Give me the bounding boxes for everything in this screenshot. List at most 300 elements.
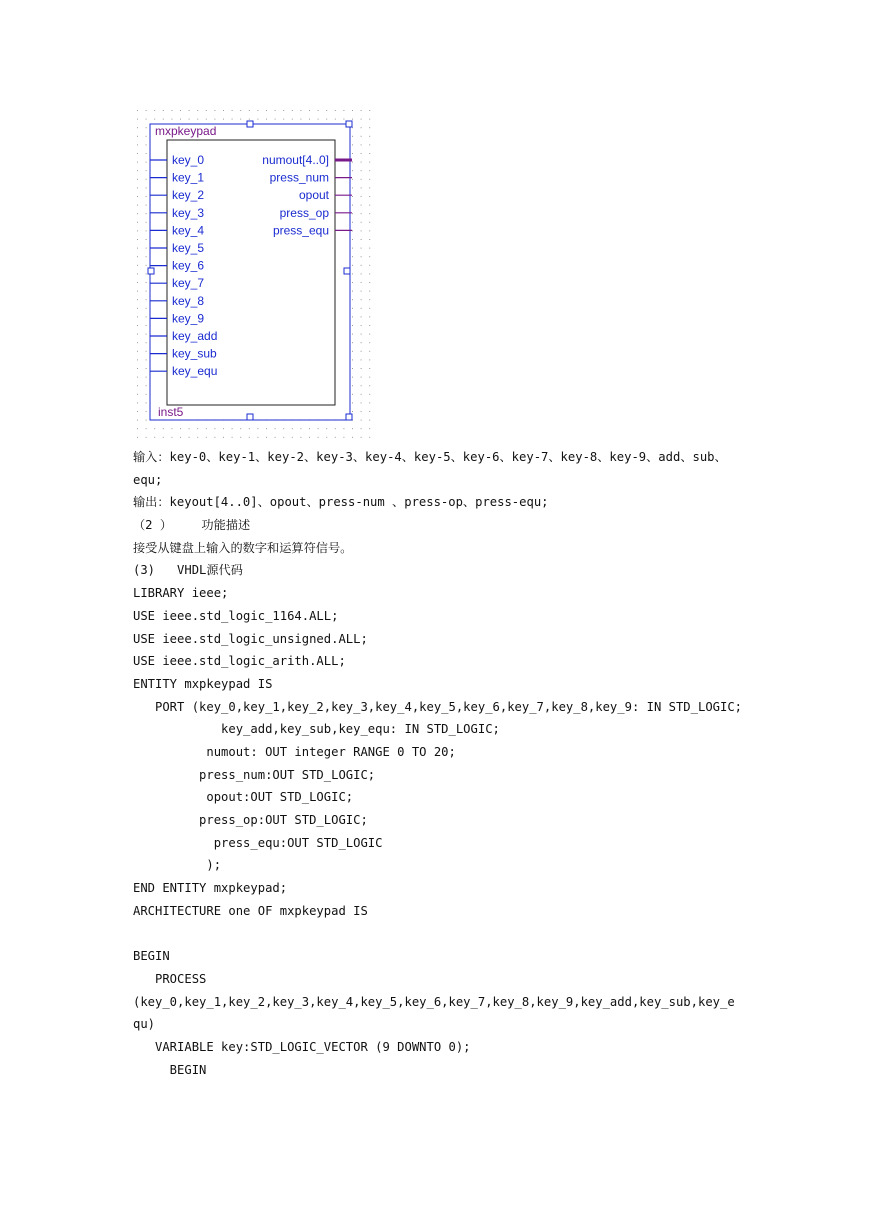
grid-dot [343,428,344,429]
grid-dot [275,437,276,438]
section-2-body: 接受从键盘上输入的数字和运算符信号。 [133,540,353,555]
grid-dot [146,222,147,223]
frame-corner-handle [346,414,352,420]
grid-dot [266,110,267,111]
grid-dot [343,119,344,120]
grid-dot [352,316,353,317]
grid-dot [309,119,310,120]
grid-dot [335,119,336,120]
grid-dot [137,299,138,300]
grid-dot [206,428,207,429]
symbol-instance: inst5 [158,405,184,419]
grid-dot [146,127,147,128]
grid-dot [361,316,362,317]
grid-dot [361,239,362,240]
grid-dot [266,119,267,120]
grid-dot [369,256,370,257]
grid-dot [352,248,353,249]
grid-dot [232,110,233,111]
grid-dot [361,420,362,421]
grid-dot [223,119,224,120]
grid-dot [146,377,147,378]
grid-dot [146,342,147,343]
grid-dot [369,402,370,403]
grid-dot [137,368,138,369]
grid-dot [361,170,362,171]
grid-dot [352,342,353,343]
grid-dot [361,437,362,438]
grid-dot [318,119,319,120]
grid-dot [300,110,301,111]
grid-dot [369,437,370,438]
grid-dot [146,144,147,145]
grid-dot [232,428,233,429]
grid-dot [249,437,250,438]
grid-dot [369,265,370,266]
grid-dot [146,119,147,120]
grid-dot [352,119,353,120]
grid-dot [137,402,138,403]
grid-dot [154,437,155,438]
grid-dot [146,420,147,421]
grid-dot [352,205,353,206]
grid-dot [352,291,353,292]
grid-dot [146,265,147,266]
grid-dot [137,187,138,188]
grid-dot [361,196,362,197]
grid-dot [361,213,362,214]
section-3-heading: (3) VHDL源代码 [133,563,243,578]
input-pin-label: key_equ [172,364,218,379]
grid-dot [180,119,181,120]
grid-dot [369,196,370,197]
input-pin-label: key_6 [172,258,205,273]
grid-dot [137,248,138,249]
grid-dot [343,437,344,438]
grid-dot [369,213,370,214]
grid-dot [137,316,138,317]
grid-dot [369,351,370,352]
grid-dot [361,222,362,223]
code-line: ENTITY mxpkeypad IS [133,676,273,691]
grid-dot [369,179,370,180]
grid-dot [163,428,164,429]
grid-dot [369,377,370,378]
grid-dot [309,428,310,429]
grid-dot [137,136,138,137]
grid-dot [361,402,362,403]
grid-dot [352,325,353,326]
grid-dot [137,291,138,292]
grid-dot [283,110,284,111]
grid-dot [361,359,362,360]
grid-dot [206,110,207,111]
block-symbol-diagram [134,106,372,442]
grid-dot [146,394,147,395]
grid-dot [146,136,147,137]
grid-dot [292,119,293,120]
output-pin-label: opout [298,188,329,203]
grid-dot [137,342,138,343]
grid-dot [352,110,353,111]
grid-dot [137,256,138,257]
grid-dot [369,153,370,154]
grid-dot [352,222,353,223]
grid-dot [146,359,147,360]
grid-dot [318,437,319,438]
grid-dot [300,119,301,120]
grid-dot [369,136,370,137]
grid-dot [361,144,362,145]
grid-dot [326,119,327,120]
output-ports-line: 输出：keyout[4..0]、opout、press-num 、press-op、press-equ; [133,495,549,510]
code-line: ); [133,858,222,873]
grid-dot [180,437,181,438]
grid-dot [137,359,138,360]
grid-dot [137,153,138,154]
grid-dot [369,187,370,188]
grid-dot [335,110,336,111]
grid-dot [352,273,353,274]
grid-dot [146,437,147,438]
grid-dot [361,377,362,378]
grid-dot [163,437,164,438]
grid-dot [361,265,362,266]
grid-dot [352,385,353,386]
code-line: USE ieee.std_logic_arith.ALL; [133,654,346,669]
section-2-heading: （2 ） 功能描述 [133,518,251,533]
grid-dot [137,222,138,223]
grid-dot [369,420,370,421]
input-pin-label: key_5 [172,241,205,255]
grid-dot [137,179,138,180]
grid-dot [146,282,147,283]
grid-dot [369,119,370,120]
grid-dot [318,428,319,429]
grid-dot [137,282,138,283]
grid-dot [361,394,362,395]
grid-dot [146,428,147,429]
code-line: BEGIN [133,1062,207,1077]
grid-dot [361,428,362,429]
grid-dot [154,119,155,120]
grid-dot [361,119,362,120]
frame-handle [148,268,154,274]
grid-dot [369,162,370,163]
grid-dot [369,428,370,429]
grid-dot [352,239,353,240]
code-line: END ENTITY mxpkeypad; [133,881,288,896]
grid-dot [369,308,370,309]
symbol-title: mxpkeypad [155,124,217,138]
grid-dot [257,110,258,111]
grid-dot [361,162,362,163]
grid-dot [352,359,353,360]
grid-dot [197,119,198,120]
grid-dot [137,239,138,240]
grid-dot [361,273,362,274]
grid-dot [189,110,190,111]
grid-dot [214,119,215,120]
input-pin-label: key_4 [172,223,205,238]
grid-dot [335,437,336,438]
grid-dot [197,110,198,111]
code-line: USE ieee.std_logic_unsigned.ALL; [133,631,368,646]
grid-dot [309,110,310,111]
grid-dot [163,119,164,120]
grid-dot [361,282,362,283]
grid-dot [137,162,138,163]
grid-dot [214,428,215,429]
grid-dot [146,334,147,335]
grid-dot [137,420,138,421]
grid-dot [257,428,258,429]
grid-dot [137,273,138,274]
grid-dot [335,428,336,429]
grid-dot [249,119,250,120]
grid-dot [146,248,147,249]
grid-dot [146,170,147,171]
grid-dot [171,110,172,111]
grid-dot [352,437,353,438]
grid-dot [352,394,353,395]
grid-dot [352,230,353,231]
grid-dot [146,325,147,326]
grid-dot [361,325,362,326]
grid-dot [146,110,147,111]
grid-dot [171,437,172,438]
grid-dot [137,428,138,429]
code-line: numout: OUT integer RANGE 0 TO 20; [133,744,456,759]
grid-dot [343,110,344,111]
grid-dot [369,359,370,360]
grid-dot [137,127,138,128]
grid-dot [300,428,301,429]
code-line: PORT (key_0,key_1,key_2,key_3,key_4,key_5,key_6,key_7,key_8,key_9: IN STD_LOGIC; [133,699,743,714]
grid-dot [146,187,147,188]
grid-dot [352,136,353,137]
grid-dot [369,144,370,145]
grid-dot [146,402,147,403]
grid-dot [146,368,147,369]
grid-dot [352,144,353,145]
code-line: USE ieee.std_logic_1164.ALL; [133,608,339,623]
grid-dot [352,411,353,412]
input-pin-label: key_1 [172,170,205,185]
grid-dot [352,162,353,163]
grid-dot [146,205,147,206]
grid-dot [275,119,276,120]
grid-dot [352,196,353,197]
grid-dot [361,179,362,180]
grid-dot [137,394,138,395]
grid-dot [214,437,215,438]
grid-dot [369,316,370,317]
grid-dot [352,256,353,257]
grid-dot [146,316,147,317]
code-line: press_op:OUT STD_LOGIC; [133,813,368,827]
grid-dot [283,437,284,438]
grid-dot [361,351,362,352]
output-pin-label: numout[4..0] [262,153,329,167]
grid-dot [361,308,362,309]
grid-dot [137,213,138,214]
code-line: press_num:OUT STD_LOGIC; [133,767,376,782]
grid-dot [240,119,241,120]
grid-dot [361,205,362,206]
grid-dot [223,437,224,438]
grid-dot [352,213,353,214]
grid-dot [137,170,138,171]
code-line: key_add,key_sub,key_equ: IN STD_LOGIC; [133,722,500,737]
input-pin-label: key_add [172,329,218,343]
grid-dot [352,299,353,300]
grid-dot [137,334,138,335]
grid-dot [361,153,362,154]
grid-dot [137,325,138,326]
input-pin-label: key_7 [172,276,205,291]
grid-dot [137,196,138,197]
grid-dot [352,170,353,171]
grid-dot [369,291,370,292]
grid-dot [326,110,327,111]
code-line: opout:OUT STD_LOGIC; [133,790,354,805]
code-line: BEGIN [133,949,170,964]
grid-dot [369,239,370,240]
grid-dot [326,437,327,438]
grid-dot [361,187,362,188]
grid-dot [292,110,293,111]
grid-dot [137,230,138,231]
grid-dot [361,248,362,249]
grid-dot [352,428,353,429]
grid-dot [171,428,172,429]
grid-dot [206,119,207,120]
code-line [133,922,773,945]
grid-dot [369,282,370,283]
grid-dot [197,428,198,429]
grid-dot [361,299,362,300]
grid-dot [361,368,362,369]
code-line: VARIABLE key:STD_LOGIC_VECTOR (9 DOWNTO 0); [133,1039,471,1054]
grid-dot [146,273,147,274]
code-line: (key_0,key_1,key_2,key_3,key_4,key_5,key_6,key_7,key_8,key_9,key_add,key_sub,key_e [133,994,735,1009]
grid-dot [369,394,370,395]
grid-dot [369,334,370,335]
grid-dot [275,110,276,111]
code-line: LIBRARY ieee; [133,586,229,601]
grid-dot [369,273,370,274]
grid-dot [318,110,319,111]
grid-dot [352,351,353,352]
grid-dot [361,127,362,128]
grid-dot [232,437,233,438]
code-line: press_equ:OUT STD_LOGIC [133,835,383,850]
document-body [133,446,773,1081]
grid-dot [361,342,362,343]
grid-dot [137,411,138,412]
grid-dot [146,230,147,231]
grid-dot [369,230,370,231]
input-ports-line: 输入：key-0、key-1、key-2、key-3、key-4、key-5、key-6、key-7、key-8、key-9、add、sub、 [133,450,727,464]
grid-dot [137,119,138,120]
grid-dot [189,437,190,438]
grid-dot [352,179,353,180]
grid-dot [180,428,181,429]
grid-dot [146,411,147,412]
grid-dot [361,136,362,137]
grid-dot [352,282,353,283]
grid-dot [292,428,293,429]
frame-handle [247,414,253,420]
grid-dot [146,239,147,240]
grid-dot [137,437,138,438]
grid-dot [137,351,138,352]
grid-dot [300,437,301,438]
output-pin-label: press_equ [272,223,329,238]
grid-dot [240,110,241,111]
grid-dot [369,325,370,326]
grid-dot [361,291,362,292]
grid-dot [369,385,370,386]
output-pin-label: press_num [269,170,329,185]
grid-dot [240,428,241,429]
grid-dot [361,230,362,231]
output-pin-label: press_op [279,205,329,220]
grid-dot [137,144,138,145]
grid-dot [223,110,224,111]
grid-dot [137,385,138,386]
input-ports-line-cont: equ; [133,472,163,487]
grid-dot [369,127,370,128]
grid-dot [369,368,370,369]
grid-dot [249,110,250,111]
code-line: ARCHITECTURE one OF mxpkeypad IS [133,903,368,918]
block-symbol-figure [134,106,372,442]
grid-dot [137,110,138,111]
grid-dot [137,205,138,206]
grid-dot [146,291,147,292]
grid-dot [292,437,293,438]
grid-dot [163,110,164,111]
grid-dot [146,256,147,257]
grid-dot [361,385,362,386]
grid-dot [240,437,241,438]
grid-dot [223,428,224,429]
grid-dot [266,437,267,438]
grid-dot [257,119,258,120]
grid-dot [309,437,310,438]
input-pin-label: key_0 [172,153,205,167]
input-pin-label: key_8 [172,293,205,308]
grid-dot [369,299,370,300]
grid-dot [249,428,250,429]
grid-dot [326,428,327,429]
grid-dot [206,437,207,438]
grid-dot [146,351,147,352]
grid-dot [146,196,147,197]
grid-dot [146,385,147,386]
grid-dot [361,110,362,111]
grid-dot [352,265,353,266]
code-line: PROCESS [133,971,207,986]
grid-dot [283,428,284,429]
grid-dot [214,110,215,111]
input-pin-label: key_sub [172,346,217,361]
grid-dot [275,428,276,429]
grid-dot [352,153,353,154]
grid-dot [146,179,147,180]
